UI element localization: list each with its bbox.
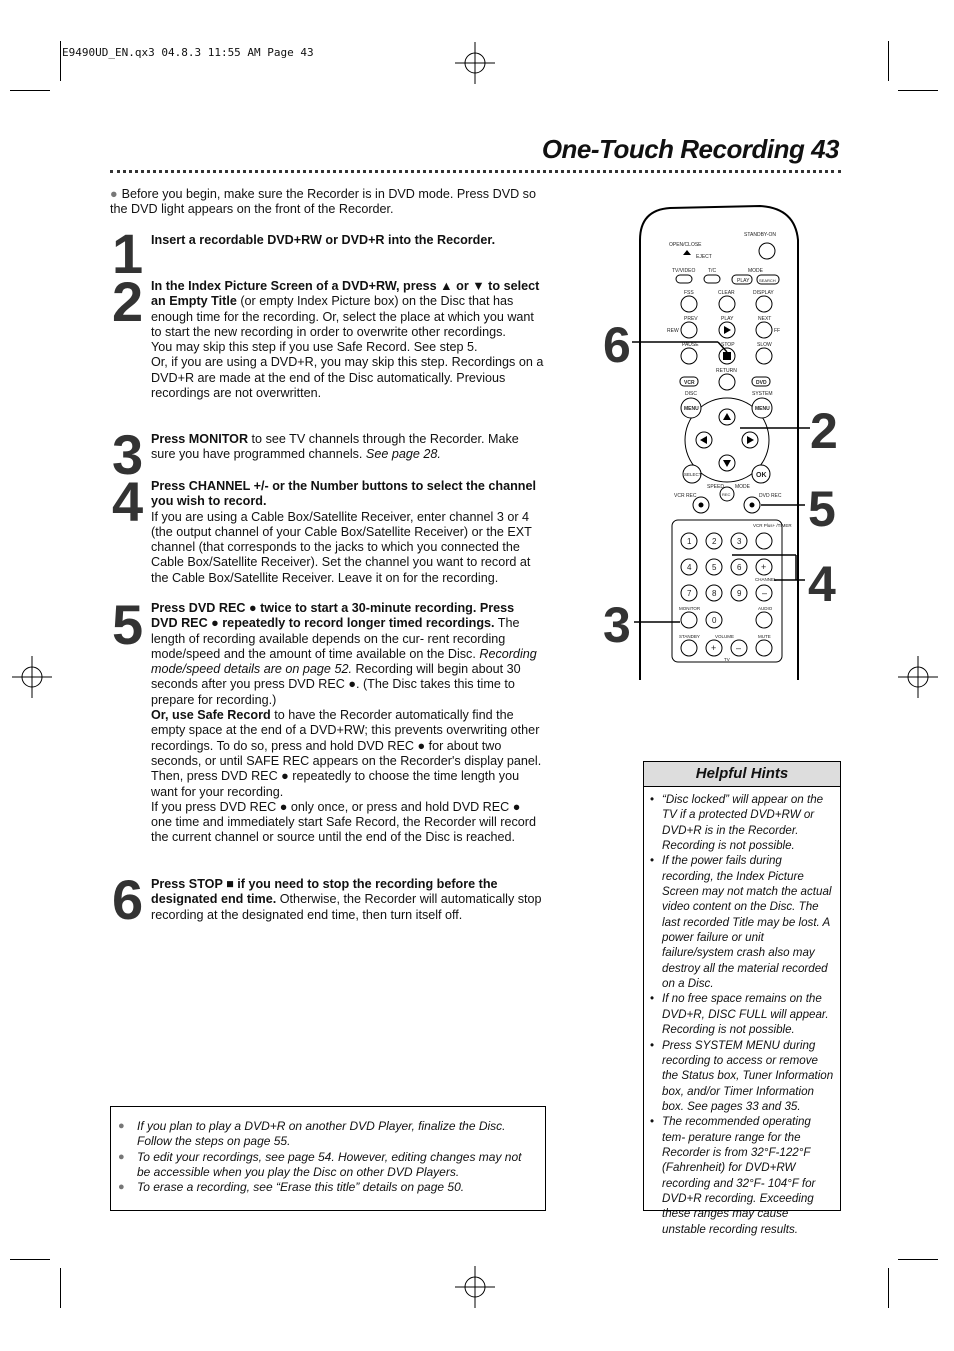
- label-clear: CLEAR: [718, 290, 735, 296]
- step-5-text: [151, 601, 544, 846]
- label-mode: MODE: [748, 268, 763, 274]
- pause-button: [681, 348, 697, 364]
- step-5-italic: Recording mode/speed details are on page 52.: [151, 646, 537, 677]
- label-8: 8: [712, 589, 717, 598]
- vol-plus-icon: +: [711, 643, 717, 653]
- step-3-number: 3: [112, 423, 142, 486]
- up-arrow-icon: [723, 413, 731, 420]
- hint-item: • If no free space remains on the DVD+R, DISC FULL will appear. Recording is not possible.: [648, 991, 834, 1037]
- helpful-hints-box: [643, 761, 841, 1236]
- hint-item: • Press SYSTEM MENU during recording to access or remove the Status box, Tuner Information box, and/or Timer Information box. See pages 33 and 35.: [648, 1038, 834, 1115]
- label-6: 6: [737, 563, 742, 572]
- tip-item: ● If you plan to play a DVD+R on another DVD Player, finalize the Disc. Follow the steps on page 55.: [115, 1119, 535, 1150]
- vcr-plus-button: [756, 533, 772, 549]
- return-button: [719, 374, 735, 390]
- tip-item: ● To erase a recording, see “Erase this title” details on page 50.: [115, 1180, 535, 1195]
- callout-5: 5: [808, 481, 836, 537]
- plus-icon: +: [761, 562, 767, 572]
- step-4-bold: Press CHANNEL +/- or the Number buttons to select the channel you wish to record.: [151, 479, 536, 509]
- step-5-number: 5: [112, 593, 142, 656]
- step-6-text: [151, 877, 544, 923]
- label-mode2: MODE: [735, 484, 750, 490]
- display-button: [756, 296, 772, 312]
- label-disc-menu: MENU: [684, 406, 699, 412]
- intro-note: [110, 187, 540, 218]
- right-arrow-icon: [747, 436, 754, 444]
- label-search: SEARCH: [759, 278, 776, 283]
- label-play-small: PLAY: [737, 278, 750, 284]
- step-5-rest4: If you press DVD REC ● only once, or press and hold DVD REC ● one time and immediately start Safe Record, the Recorder will record the current channel or source until the end of the Disc is reached.: [151, 799, 536, 845]
- step-3-rest: to see TV channels through the Recorder. Make sure you have programmed channels.: [151, 432, 519, 462]
- stop-icon: [723, 352, 731, 360]
- step-1-bold: Insert a recordable DVD+RW or DVD+R into the Recorder.: [151, 233, 496, 247]
- mute-button: [756, 640, 772, 656]
- step-5-rest3: to have the Recorder automatically find the empty space at the end of a DVD+RW; this prevents overwriting other recordings. To do so, press and hold DVD REC ● for about two seconds, or until SAFE REC appears on the Recorder's display panel. Then, press DVD REC ● repeatedly to choose the time length you want for your recording.: [151, 708, 542, 799]
- registration-mark-top: [455, 42, 495, 84]
- label-pause: PAUSE: [682, 342, 699, 348]
- registration-mark-right: [898, 656, 938, 698]
- intro-text: Before you begin, make sure the Recorder is in DVD mode. Press DVD so the DVD light appears on the front of the Recorder.: [110, 187, 536, 217]
- step-4-rest: If you are using a Cable Box/Satellite Receiver, enter channel 3 or 4 (the output channel of your Cable Box/Satellite Receiver) or the EXT channel (that corresponds to the jacks to which you connected the Cable Box/Satellite Receiver). Set the channel you want to record at the Cable Box/Satellite Receiver. Leave it on for the recording.: [151, 509, 532, 585]
- callout-6: 6: [603, 317, 631, 373]
- label-system-menu: MENU: [755, 406, 770, 412]
- label-9: 9: [737, 589, 742, 598]
- step-5-rest2: Recording will begin about 30 seconds after you press DVD REC ●. (The Disc takes this time to prepare for recording.): [151, 662, 521, 707]
- slow-button: [756, 348, 772, 364]
- fss-button: [681, 296, 697, 312]
- step-6-rest: Otherwise, the Recorder will automatically stop recording at the designated end time, then turn itself off.: [151, 892, 542, 922]
- vcr-rec-icon: [699, 503, 704, 508]
- clear-button: [719, 296, 735, 312]
- label-ok: OK: [756, 472, 767, 479]
- label-mute: MUTE: [758, 634, 771, 639]
- step-2-extra2: Or, if you are using a DVD+R, you may skip this step. Recordings on a DVD+R are made at the end of the Disc automatically. Previous recordings are not overwritten.: [151, 355, 544, 401]
- label-5: 5: [712, 563, 717, 572]
- step-3-text: [151, 432, 544, 463]
- vol-minus-icon: –: [736, 643, 742, 653]
- step-1-number: 1: [112, 222, 142, 285]
- label-channel: CHANNEL: [755, 577, 777, 582]
- monitor-button: [681, 612, 697, 628]
- label-play: PLAY: [721, 316, 734, 322]
- label-tc: T/C: [708, 268, 717, 274]
- step-2-number: 2: [112, 270, 142, 333]
- print-slug: E9490UD_EN.qx3 04.8.3 11:55 AM Page 43: [62, 46, 314, 59]
- step-2-rest: (or empty Index Picture box) on the Disc that has enough time for the recording. Or, select the place at which you want to start the new recording in order to overwrite other recordings.: [151, 294, 534, 339]
- step-4-text: [151, 479, 544, 586]
- label-fss: FSS: [684, 290, 694, 296]
- step-1-text: [151, 233, 544, 248]
- label-tv: TV: [724, 657, 730, 662]
- helpful-hints-title: Helpful Hints: [644, 762, 840, 787]
- step-5-bold: Press DVD REC ● twice to start a 30-minute recording. Press DVD REC ● repeatedly to record longer timed recordings.: [151, 601, 515, 631]
- down-arrow-icon: [723, 460, 731, 467]
- title-divider: [110, 170, 841, 173]
- play-icon: [724, 326, 731, 334]
- step-6-bold: Press STOP ■ if you need to stop the recording before the designated end time.: [151, 877, 498, 907]
- step-6-number: 6: [112, 868, 142, 931]
- power-button-icon: [759, 243, 775, 259]
- label-0: 0: [712, 616, 717, 625]
- label-open-close: OPEN/CLOSE: [669, 242, 702, 248]
- label-1: 1: [687, 537, 692, 546]
- label-vcr: VCR: [684, 380, 695, 386]
- label-next: NEXT: [758, 316, 772, 322]
- bullet-icon: ●: [110, 187, 118, 201]
- label-dvd: DVD: [756, 380, 767, 386]
- left-arrow-icon: [700, 436, 707, 444]
- tip-item: ● To edit your recordings, see page 54. However, editing changes may not be accessible when you play the Disc on other DVD Players.: [115, 1150, 535, 1181]
- label-standby: STANDBY: [679, 634, 700, 639]
- step-3-bold: Press MONITOR: [151, 432, 249, 446]
- step-5-bold2: Or, use Safe Record: [151, 708, 271, 723]
- step-5-rest: The length of recording available depends on the cur- rent recording mode/speed and the amount of time available on the Disc.: [151, 616, 520, 661]
- label-return: RETURN: [716, 368, 737, 374]
- eject-icon: [683, 250, 691, 255]
- minus-icon: –: [762, 588, 768, 598]
- label-audio: AUDIO: [758, 606, 773, 611]
- label-dvd-rec: DVD REC: [759, 493, 782, 499]
- label-select: SELECT: [684, 472, 702, 477]
- label-display: DISPLAY: [753, 290, 774, 296]
- label-slow: SLOW: [757, 342, 772, 348]
- label-monitor: MONITOR: [679, 606, 701, 611]
- number-buttons: [679, 533, 777, 662]
- tv-power-button: [681, 640, 697, 656]
- step-3-italic: See page 28.: [365, 447, 441, 462]
- label-eject: EJECT: [696, 254, 712, 260]
- dvd-rec-icon: [750, 503, 755, 508]
- label-stop: STOP: [721, 342, 735, 348]
- label-prev: PREV: [684, 316, 698, 322]
- label-2: 2: [712, 537, 717, 546]
- tc-button: [704, 275, 720, 283]
- label-rew: REW: [667, 328, 679, 334]
- registration-mark-bottom: [455, 1266, 495, 1308]
- step-2-extra1: You may skip this step if you use Safe Record. See step 5.: [151, 340, 478, 355]
- tips-box: [110, 1106, 546, 1211]
- label-tv-video: TV/VIDEO: [672, 268, 696, 274]
- label-speed: SPEED: [707, 484, 724, 490]
- label-disc: DISC: [685, 391, 697, 397]
- page-title: One-Touch Recording 43: [541, 134, 839, 164]
- label-vcr-plus: VCR Plus+ /TIMER: [753, 523, 792, 528]
- label-standby-on: STANDBY-ON: [744, 232, 776, 238]
- label-rec: REC: [722, 492, 731, 497]
- step-2-text: [151, 279, 544, 401]
- registration-mark-left: [12, 656, 52, 698]
- hint-item: • If the power fails during recording, the Index Picture Screen may not match the actual video content on the Disc. The last recorded Title may be lost. A power failure or unit failure/system crash also may destroy all the material recorded on a Disc.: [648, 853, 834, 991]
- hint-item: • “Disc locked” will appear on the TV if a protected DVD+RW or DVD+R is in the Recorder. Recording is not possible.: [648, 792, 834, 853]
- label-3: 3: [737, 537, 742, 546]
- callout-4: 4: [808, 556, 836, 612]
- prev-rew-button: [681, 322, 697, 338]
- step-4-number: 4: [112, 470, 142, 533]
- hint-item: • The recommended operating tem- perature range for the Recorder is from 32°F-122°F (Fahrenheit) for DVD+RW recording and 32°F- 104°F for DVD+R recording. Exceeding these ranges may cause unstable recording results.: [648, 1114, 834, 1237]
- audio-button: [756, 612, 772, 628]
- label-volume: VOLUME: [715, 634, 735, 639]
- tv-video-button: [676, 275, 692, 283]
- label-system: SYSTEM: [752, 391, 773, 397]
- callout-3: 3: [603, 597, 631, 653]
- label-vcr-rec: VCR REC: [674, 493, 697, 499]
- callout-2: 2: [810, 403, 838, 459]
- label-7: 7: [687, 589, 692, 598]
- next-ff-button: [756, 322, 772, 338]
- step-2-bold: In the Index Picture Screen of a DVD+RW, press ▲ or ▼ to select an Empty Title: [151, 279, 540, 309]
- label-4: 4: [687, 563, 692, 572]
- remote-control-illustration: [600, 200, 840, 690]
- label-ff: FF: [774, 328, 781, 334]
